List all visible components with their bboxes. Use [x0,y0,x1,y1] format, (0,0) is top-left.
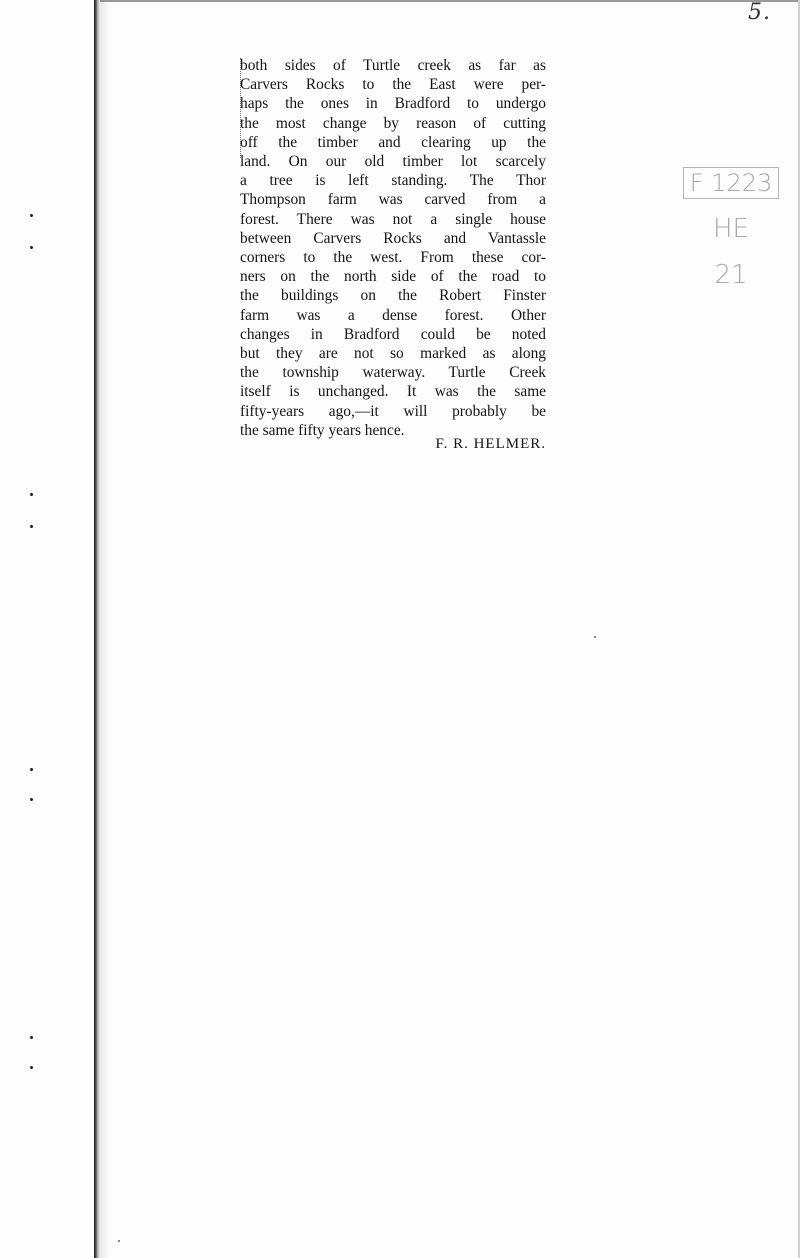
author-signature: F. R. HELMER. [435,436,546,452]
article-line: the township waterway. Turtle Creek [240,364,546,382]
article-line: corners to the west. From these cor- [240,249,546,267]
article-line: forest. There was not a single house [240,210,546,228]
article-line: the most change by reason of cutting [240,114,546,132]
scan-mark [30,493,33,496]
page-number: 5. [748,0,771,25]
article-line: farm was a dense forest. Other [240,306,546,324]
scan-mark [30,768,33,771]
article-line: land. On our old timber lot scarcely [240,153,546,171]
scan-mark [30,1036,33,1039]
scan-mark [30,798,33,801]
article-line: changes in Bradford could be noted [240,325,546,343]
scan-speck [594,636,596,638]
article-line: off the timber and clearing up the [240,133,546,151]
margin-note-number: 21 [714,260,748,290]
article-line: itself is unchanged. It was the same [240,383,546,401]
article-line: between Carvers Rocks and Vantassle [240,229,546,247]
margin-note-code: F 1223 [683,167,780,199]
scan-mark [30,246,33,249]
margin-note-initials: HE [713,214,749,244]
pencil-margin-notes [676,160,786,298]
scan-mark [30,525,33,528]
article-line: a tree is left standing. The Thor [240,172,546,190]
article-line: Thompson farm was carved from a [240,191,546,209]
article-line: but they are not so marked as along [240,345,546,363]
scan-mark [30,214,33,217]
article-line: the same fifty years hence. [240,421,405,439]
article-text [240,56,546,440]
article-line: haps the ones in Bradford to undergo [240,95,546,113]
scan-speck [118,1240,120,1242]
page-top-edge [96,0,800,2]
article-line: ners on the north side of the road to [240,268,546,286]
article-line: the buildings on the Robert Finster [240,287,546,305]
scan-mark [30,1066,33,1069]
article-line: fifty-years ago,—it will probably be [240,402,546,420]
binding-shadow [100,0,110,1258]
article-line: Carvers Rocks to the East were per- [240,76,546,94]
article-line: both sides of Turtle creek as far as [240,57,546,74]
